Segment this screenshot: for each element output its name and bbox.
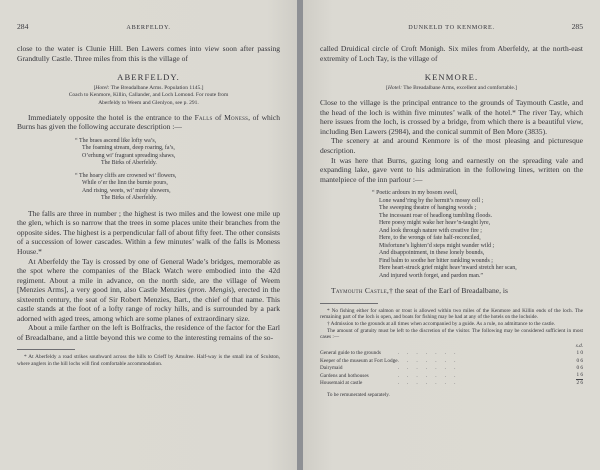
gratuity-shillings: 0 xyxy=(576,357,580,364)
gratuity-intro: The amount of gratuity must be left to the discretion of the visitor. The following may be considered sufficient in most cases :— xyxy=(320,327,583,341)
taymouth-dagger-marker: † xyxy=(389,286,393,296)
paragraph-bolfracks: About a mile farther on the left is Bolfracks, the residence of the factor for the Earl of Breadalbane, and a little beyond this we come to the interesting remains of the so- xyxy=(17,323,280,342)
table-row xyxy=(320,380,583,388)
gratuity-shillings: 2 xyxy=(576,380,580,387)
left-lead-paragraph: close to the water is Clunie Hill. Ben Lawers comes into view soon after passing Grandtully Castle. Three miles from this is the village of xyxy=(17,44,280,63)
right-hotel-note-label: Hotel: xyxy=(387,85,402,92)
intro-of: of xyxy=(212,112,225,122)
intro-pre: Immediately opposite the hotel is the entrance to the xyxy=(28,112,195,122)
right-hotel-note: [Hotel: The Breadalbane Arms, excellent and comfortable.] xyxy=(386,85,517,92)
paragraph-scenery: The scenery at and around Kenmore is of the most pleasing and picturesque description. xyxy=(320,136,583,156)
verse-line: And rising, weets, wi’ misty showers, xyxy=(82,187,171,194)
verse-line: Lone wand’ring by the hermit’s mossy cell ; xyxy=(379,197,484,204)
verse-line: The foaming stream, deep roaring, fa’s, xyxy=(82,145,175,152)
left-hotel-note-line3: Aberfeldy to Weem and Glenlyon, see p. 291. xyxy=(98,99,199,106)
taymouth-rest: the seat of the Earl of Breadalbane, is xyxy=(392,286,508,296)
tay-pre: At Aberfeldy the Tay is crossed by one of General Wade’s bridges, memorable as the spot where the companies of the Black Watch were embodied into the 42d regiment. About a mile in advance, on the north side, are the village of Weem [Menzies Arms], a very good inn, also Castle Menzies ( xyxy=(17,256,280,295)
table-header-row xyxy=(320,343,583,351)
verse-line: While o’er the linn the burnie pours, xyxy=(82,180,168,187)
column-header-shillings: s. xyxy=(575,342,580,349)
right-page-running-title: DUNKELD TO KENMORE. xyxy=(408,24,495,31)
verse-line: Misfortune’s lighten’d steps might wander wild ; xyxy=(379,242,495,249)
tay-mengis: Mengis xyxy=(209,285,232,295)
right-page-folio: 285 xyxy=(571,22,583,31)
verse-line: Here heart-struck grief might heav’nward stretch her scan, xyxy=(379,265,517,272)
intro-post: , of which Burns has given the following accurate description :— xyxy=(17,112,281,132)
moness-smallcaps: Moness xyxy=(224,112,249,122)
kenmore-verse xyxy=(320,190,583,280)
right-lead-paragraph: called Druidical circle of Croft Monigh. Six miles from Aberfeldy, at the north-east extremity of Loch Tay, is the village of xyxy=(320,44,583,63)
left-page xyxy=(0,0,297,470)
table-row xyxy=(320,350,583,357)
paragraph-taymouth-castle xyxy=(320,286,583,296)
right-footnote-separator xyxy=(320,303,378,304)
paragraph-falls: The falls are three in number ; the highest is two miles and the lowest one mile up the glen, which is so narrow that the trees in some places unite their branches from the opposite sides. The highest is a perpendicular fall of about fifty feet. The other consists of a succession of lower cascades. Within a few minutes’ walk of the falls is Moness House.* xyxy=(17,208,280,256)
dot-leader: . . . . . . . xyxy=(397,357,459,364)
gratuity-shillings: 1 xyxy=(576,372,580,379)
verse-line: Here, to the wrongs of fate half-reconciled, xyxy=(379,235,481,242)
verse-line: And injured worth forget, and pardon man.” xyxy=(379,272,483,279)
left-hotel-note: [Hotel: The Breadalbane Arms. Population 1145.] Coach to Kenmore, Killin, Callander, and Loch Lomond. For route from Aberfeldy to Weem and Glenlyon, see p. 291. xyxy=(68,85,229,106)
dot-leader: . . . . . . . xyxy=(397,372,459,379)
gratuity-item-label: Keeper of the museum at Fort Lodge xyxy=(320,357,398,364)
gratuity-item-label: Housemaid at castle xyxy=(320,380,363,387)
verse-line: O’erhung wi’ fragrant spreading shaws, xyxy=(82,152,176,159)
verse-line: The incessant roar of headlong tumbling floods. xyxy=(379,212,493,219)
gratuity-pence: 6 xyxy=(580,357,583,364)
right-hotel-note-rest: The Breadalbane Arms, excellent and comfortable.] xyxy=(401,85,517,92)
verse-line: Here poesy might wake her heav’n-taught lyre, xyxy=(379,220,491,227)
right-footnote-star: * No fishing either for salmon or trout is allowed within two miles of the Kenmore and Killin ends of the loch. The remaining part of the loch is open, and boats for fishing may be had at any of the hotels on the lochside. xyxy=(320,307,583,321)
verse-line: “ The braes ascend like lofty wa’s, xyxy=(75,137,157,144)
left-intro-paragraph xyxy=(17,113,280,132)
dot-leader: . . . . . . . xyxy=(397,364,459,371)
column-header-pence: d. xyxy=(579,342,583,349)
verse-stanza xyxy=(75,138,280,168)
left-hotel-note-rest: The Breadalbane Arms. Population 1145.] xyxy=(109,85,204,92)
gratuity-table xyxy=(320,343,583,388)
left-page-running-title: ABERFELDY. xyxy=(126,24,171,31)
right-footnote-dagger: † Admission to the grounds at all times when accompanied by a guide. As a rule, no admittance to the castle. xyxy=(327,320,556,327)
gratuity-shillings: 1 xyxy=(576,350,580,357)
left-page-folio: 284 xyxy=(17,22,29,31)
right-footnotes xyxy=(320,308,583,399)
closing-line: To be remunerated separately. xyxy=(327,392,390,399)
verse-line: The sweeping theatre of hanging woods ; xyxy=(379,205,477,212)
table-row xyxy=(320,358,583,365)
left-section-title: ABERFELDY. xyxy=(117,72,180,83)
left-hotel-note-label: Hotel: xyxy=(95,85,110,92)
birks-of-aberfeldy-verse xyxy=(17,138,280,203)
gratuity-pence: 0 xyxy=(580,350,583,357)
verse-line: The Birks of Aberfeldy. xyxy=(101,195,157,202)
dot-leader: . . . . . . . xyxy=(397,350,459,357)
left-footnote-star: * At Aberfeldy a road strikes southward across the hills to Crieff by Amulree. Half-way is the small inn of Sculston, where anglers in the hill lochs will find comfortable accommodation. xyxy=(17,354,280,368)
tay-pron: pron. xyxy=(190,285,207,295)
left-footnote-separator xyxy=(17,349,75,350)
falls-smallcaps: Falls xyxy=(194,112,213,122)
verse-line: “ The hoary cliffs are crowned wi’ flowers, xyxy=(75,172,177,179)
left-footnotes xyxy=(17,354,280,367)
dot-leader: . . . . . . . xyxy=(397,380,459,387)
tay-post: ), erected in the sixteenth century, the seat of Sir Robert Menzies, Bart., the chief of that name. This castle stands at the foot of a lofty range of rocky hills, and is surrounded by a park adorned with aged trees, among which are some planes of extraordinary size. xyxy=(17,285,280,323)
verse-line: Find balm to soothe her bitter rankling wounds ; xyxy=(379,257,493,264)
gratuity-shillings: 0 xyxy=(576,364,580,371)
gratuity-item-label: Gardens and hothouses xyxy=(320,372,369,379)
right-page-running-head xyxy=(320,22,583,31)
paragraph-burns-intro: It was here that Burns, gazing long and earnestly on the spreading vale and expanding lake, gave vent to his admiration in the following lines, written on the mantelpiece of the inn parlour :— xyxy=(320,155,583,184)
verse-stanza xyxy=(75,173,280,203)
gratuity-table-wrapper xyxy=(320,343,583,388)
gratuity-pence: 6 xyxy=(580,364,583,371)
verse-stanza xyxy=(372,190,583,280)
gratuity-item-label: General guide to the grounds xyxy=(320,350,381,357)
verse-line: And look through nature with creative fire ; xyxy=(379,227,482,234)
gratuity-pence: 6 xyxy=(580,380,583,387)
paragraph-tay-bridge xyxy=(17,257,280,324)
verse-line: The Birks of Aberfeldy. xyxy=(101,160,157,167)
taymouth-castle-name: Taymouth Castle, xyxy=(331,286,390,296)
right-section-title: KENMORE. xyxy=(424,72,479,83)
table-row xyxy=(320,372,583,380)
table-row xyxy=(320,365,583,372)
right-page xyxy=(303,0,600,470)
left-hotel-note-line2: Coach to Kenmore, Killin, Callander, and Loch Lomond. For route from xyxy=(68,92,229,99)
verse-line: “ Poetic ardours in my bosom swell, xyxy=(372,190,458,197)
verse-line: And disappointment, in these lonely bounds, xyxy=(379,250,485,257)
gratuity-item-label: Dairymaid xyxy=(320,364,343,371)
left-page-running-head xyxy=(17,22,280,31)
gratuity-pence: 6 xyxy=(580,372,583,379)
paragraph-taymouth-entrance: Close to the village is the principal entrance to the grounds of Taymouth Castle, and the head of the loch is within five minutes’ walk of the hotel.* The river Tay, which here issues from the loch, is crossed by a bridge, from which there is a beautiful view, including Ben Lawers (2984), and the conical summit of Ben More (3835). xyxy=(320,98,583,136)
